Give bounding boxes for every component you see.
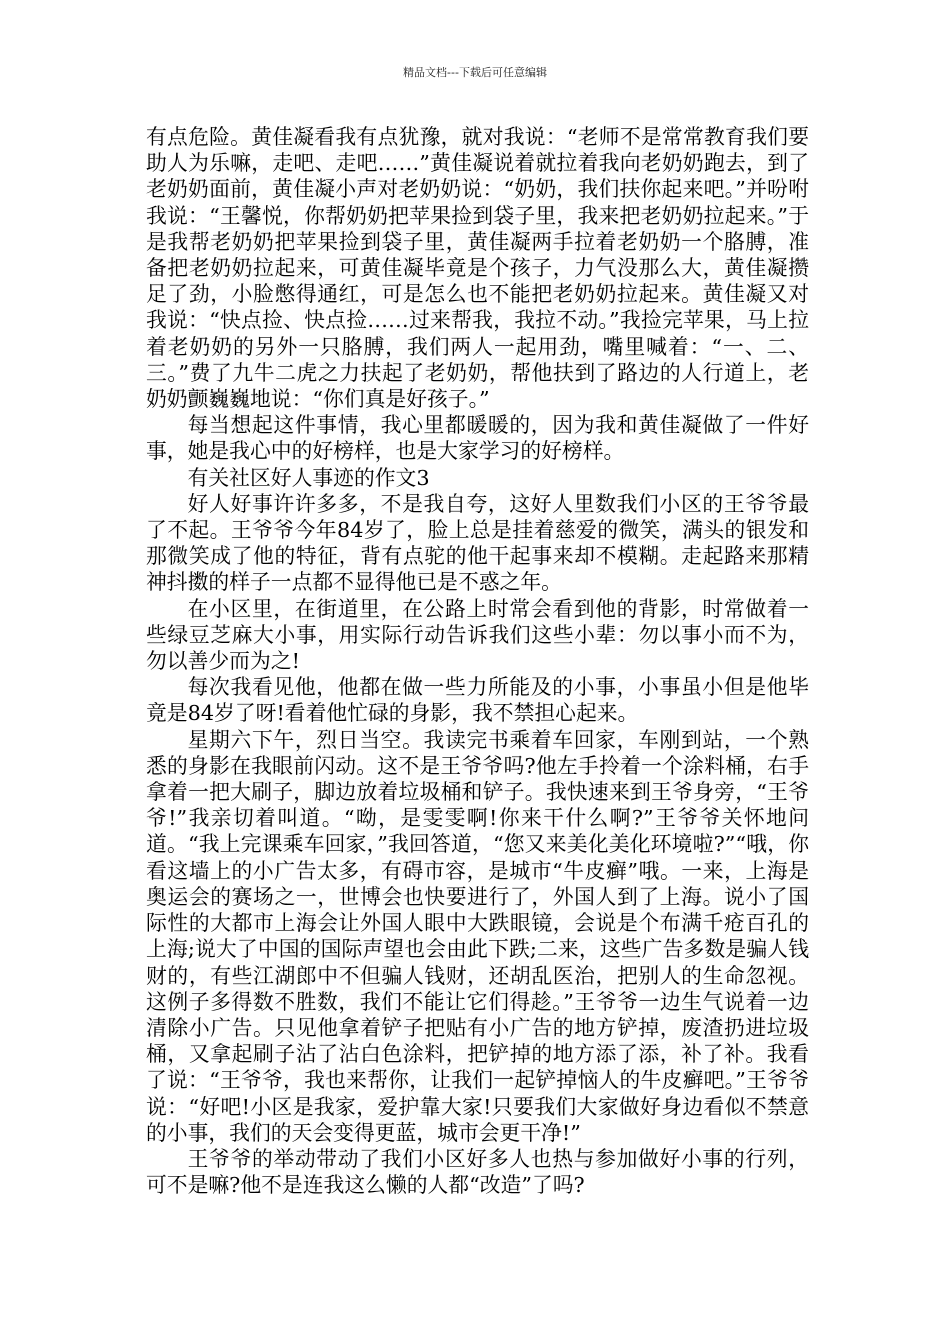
paragraph-continuation: 有点危险。黄佳凝看我有点犹豫，就对我说：“老师不是常常教育我们要助人为乐嘛，走吧、走吧……”黄佳凝说着就拉着我向老奶奶跑去，到了老奶奶面前，黄佳凝小声对老奶奶说：“奶奶，我们扶你起来吧。”并吩咐我说：“王馨悦，你帮奶奶把苹果捡到袋子里，我来把老奶奶拉起来。”于是我帮老奶奶把苹果捡到袋子里，黄佳凝两手拉着老奶奶一个胳膊，准备把老奶奶拉起来，可黄佳凝毕竟是个孩子，力气没那么大，黄佳凝攒足了劲，小脸憋得通红，可是怎么也不能把老奶奶拉起来。黄佳凝又对我说：“快点捡、快点捡……过来帮我，我拉不动。”我捡完苹果，马上拉着老奶奶的另外一只胳膊，我们两人一起用劲，嘴里喊着：“一、二、三。”费了九牛二虎之力扶起了老奶奶，帮他扶到了路边的人行道上，老奶奶颤巍巍地说：“你们真是好孩子。” bbox=[146, 125, 809, 412]
paragraph: 王爷爷的举动带动了我们小区好多人也热与参加做好小事的行列，可不是嘛?他不是连我这么懒的人都“改造”了吗? bbox=[146, 1146, 809, 1198]
paragraph: 每次我看见他，他都在做一些力所能及的小事，小事虽小但是他毕竟是84岁了呀!看着他忙碌的身影，我不禁担心起来。 bbox=[146, 675, 809, 726]
page-header: 精品文档---下载后可任意编辑 bbox=[403, 66, 547, 79]
essay-title: 有关社区好人事迹的作文3 bbox=[187, 465, 430, 490]
paragraph: 在小区里，在街道里，在公路上时常会看到他的背影，时常做着一些绿豆芝麻大小事，用实际行动告诉我们这些小辈：勿以事小而不为，勿以善少而为之! bbox=[146, 596, 809, 674]
document-body bbox=[146, 124, 809, 1198]
paragraph: 星期六下午，烈日当空。我读完书乘着车回家，车刚到站，一个熟悉的身影在我眼前闪动。这不是王爷爷吗?他左手拎着一个涂料桶，右手拿着一把大刷子，脚边放着垃圾桶和铲子。我快速来到王爷身旁，“王爷爷!”我亲切着叫道。“呦，是雯雯啊!你来干什么啊?”王爷爷关怀地问道。“我上完课乘车回家，”我回答道，“您又来美化美化环境啦?”“哦，你看这墙上的小广告太多，有碍市容，是城市“牛皮癣”哦。一来，上海是奥运会的赛场之一，世博会也快要进行了，外国人到了上海。说小了国际性的大都市上海会让外国人眼中大跌眼镜，会说是个布满千疮百孔的上海;说大了中国的国际声望也会由此下跌;二来，这些广告多数是骗人钱财的，有些江湖郎中不但骗人钱财，还胡乱医治，把别人的生命忽视。这例子多得数不胜数，我们不能让它们得趁。”王爷爷一边生气说着一边清除小广告。只见他拿着铲子把贴有小广告的地方铲掉，废渣扔进垃圾桶，又拿起刷子沾了沾白色涂料，把铲掉的地方添了添，补了补。我看了说：“王爷爷，我也来帮你，让我们一起铲掉恼人的牛皮癣吧。”王爷爷说：“好吧!小区是我家，爱护靠大家!只要我们大家做好身边看似不禁意的小事，我们的天会变得更蓝，城市会更干净!” bbox=[146, 727, 809, 1145]
paragraph: 每当想起这件事情，我心里都暖暖的，因为我和黄佳凝做了一件好事，她是我心中的好榜样，也是大家学习的好榜样。 bbox=[146, 413, 809, 464]
paragraph: 好人好事许许多多，不是我自夸，这好人里数我们小区的王爷爷最了不起。王爷爷今年84岁了，脸上总是挂着慈爱的微笑，满头的银发和那微笑成了他的特征，背有点驼的他干起事来却不模糊。走起路来那精神抖擞的样子一点都不显得他已是不惑之年。 bbox=[146, 491, 809, 595]
